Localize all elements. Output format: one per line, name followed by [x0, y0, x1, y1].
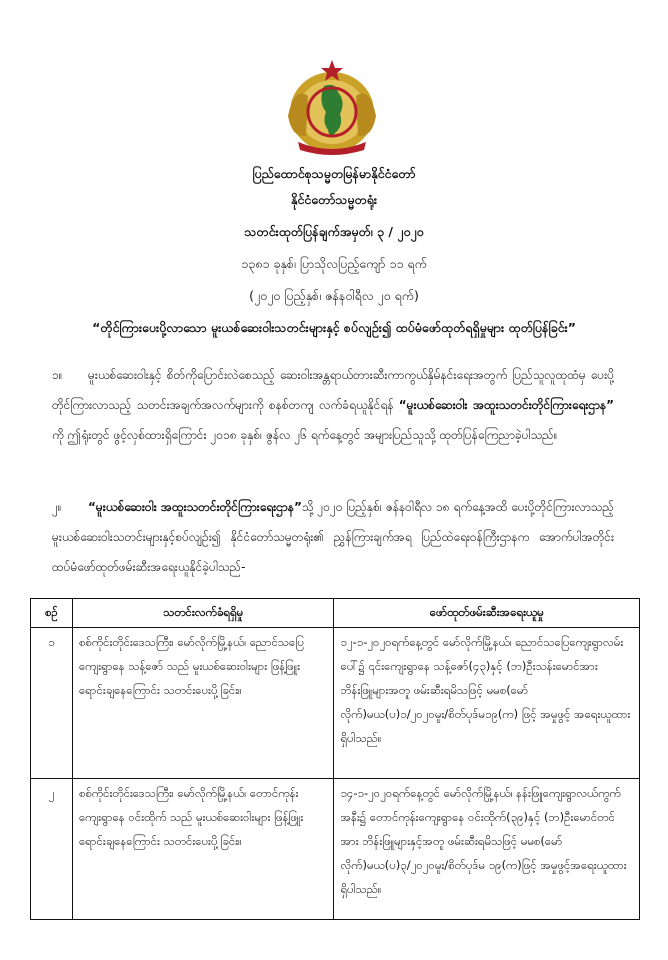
state-seal-emblem-icon — [284, 56, 380, 156]
paragraph-1-text-a: မူးယစ်ဆေးဝါးနှင့် စိတ်ကိုပြောင်းလဲစေသည့် ဆေးဝါးအန္တရာယ်တားဆီးကာကွယ်နှိမ်နင်းရေးအတွက် ပြည်သူလူထုထံမှ ပေးပို့တိုင်ကြားလာသည့် သတင်းအချက်အလက်များကို စနစ်တကျ လက်ခံရယူနိုင်ရန် — [52, 368, 614, 412]
row-action: ၁၂-၁-၂၀၂၀ရက်နေ့တွင် မော်လိုက်မြို့နယ်၊ ညောင်သပြေကျေးရွာလမ်းပေါ်၌ ၎င်းကျေးရွာနေ သန့်ဇော်(၄၃)နှင့် (ဘ)ဦးသန်းမောင်အား ဘိန်းဖြူများအတူ ဖမ်းဆီးရမိသဖြင့် မမစ(မော်လိုက်)မယ(ပ)၁/၂၀၂၀မူး/စိတ်ပုဒ်မ၁၉(က) ဖြင့် အမှုဖွင့် အရေးယူထားရှိပါသည်။ — [334, 628, 640, 779]
paragraph-1-text-b: ကို ဤရုံးတွင် ဖွင့်လှစ်ထားရှိကြောင်း ၂၀၁၈ ခုနှစ်၊ ဇွန်လ ၂၆ ရက်နေ့တွင် အများပြည်သူသို့ ထုတ်ပြန်ကြေညာခဲ့ပါသည်။ — [52, 428, 558, 442]
release-number: သတင်းထုတ်ပြန်ချက်အမှတ်၊ ၃ / ၂၀၂၀ — [244, 224, 424, 239]
row-info: စစ်ကိုင်းတိုင်းဒေသကြီး၊ မော်လိုက်မြို့နယ်၊ တောင်ကုန်းကျေးရွာနေ ဝင်းထိုက် သည် မူးယစ်ဆေးဝါးများ ဖြန့်ဖြူးရောင်းချနေကြောင်း သတင်းပေးပို့ခြင်း။ — [72, 779, 334, 920]
row-action: ၁၄-၁-၂၀၂၀ရက်နေ့တွင် မော်လိုက်မြို့နယ်၊ နန်းဖြူကျေးရွာလယ်ကွက်အနီး၌ တောင်ကုန်းကျေးရွာနေ ဝင်းထိုက်(၃၉)နှင့် (ဘ)ဦးမောင်တင်အား ဘိန်းဖြူများနှင့်အတူ ဖမ်းဆီးရမိသဖြင့် မမစ(မော်လိုက်)မယ(ပ)၃/၂၀၂၀မူး/စိတ်ပုဒ်မ ၁၉(က)ဖြင့် အမှုဖွင့်အရေးယူထားရှိပါသည်။ — [334, 779, 640, 920]
row-serial: ၁ — [31, 628, 73, 779]
paragraph-2-number: ၂။ — [52, 500, 62, 514]
office-name: နိုင်ငံတော်သမ္မတရုံး — [290, 192, 378, 207]
paragraph-1-number: ၁။ — [52, 368, 63, 382]
gregorian-date: (၂၀၂၀ ပြည့်နှစ်၊ ဇန်နဝါရီလ ၂၀ ရက်) — [249, 288, 419, 303]
cases-table — [30, 598, 640, 920]
row-info: စစ်ကိုင်းတိုင်းဒေသကြီး၊ မော်လိုက်မြို့နယ်၊ ညောင်သပြေကျေးရွာနေ သန့်ဇော် သည် မူးယစ်ဆေးဝါးများ ဖြန့်ဖြူးရောင်းချနေကြောင်း သတင်းပေးပို့ခြင်း။ — [72, 628, 334, 779]
row-serial: ၂ — [31, 779, 73, 920]
table-header-row — [31, 599, 640, 628]
myanmar-date: ၁၃၈၁ ခုနှစ်၊ ပြာသိုလပြည့်ကျော် ၁၁ ရက် — [241, 256, 427, 271]
paragraph-2-bold: “မူးယစ်ဆေးဝါး အထူးသတင်းတိုင်ကြားရေးဌာန” — [88, 500, 302, 514]
paragraph-2-text: သို့ ၂၀၂၀ ပြည့်နှစ်၊ ဇန်နဝါရီလ ၁၈ ရက်နေ့အထိ ပေးပို့တိုင်ကြားလာသည့် မူးယစ်ဆေးဝါးသတင်းများနှင့်စပ်လျဉ်း၍ နိုင်ငံတော်သမ္မတရုံး၏ ညွှန်ကြားချက်အရ ပြည်ထဲရေးဝန်ကြီးဌာနက အောက်ပါအတိုင်း ထပ်မံဖော်ထုတ်ဖမ်းဆီးအရေးယူနိုင်ခဲ့ပါသည်- — [52, 500, 614, 574]
release-title: “တိုင်ကြားပေးပို့လာသော မူးယစ်ဆေးဝါးသတင်းများနှင့် စပ်လျဉ်း၍ ထပ်မံဖော်ထုတ်ရရှိမှုများ ထုတ်ပြန်ခြင်း” — [92, 320, 576, 335]
paragraph-2 — [52, 492, 614, 582]
table-row — [31, 779, 640, 920]
paragraph-1 — [52, 360, 614, 450]
paragraph-1-bold: “မူးယစ်ဆေးဝါး အထူးသတင်းတိုင်ကြားရေးဌာန” — [398, 398, 614, 412]
table-row — [31, 628, 640, 779]
country-name: ပြည်ထောင်စုသမ္မတမြန်မာနိုင်ငံတော် — [252, 166, 416, 181]
header-action-taken: ဖော်ထုတ်ဖမ်းဆီးအရေးယူမှု — [334, 599, 640, 628]
header-info-received: သတင်းလက်ခံရရှိမှု — [72, 599, 334, 628]
header-serial: စဉ် — [31, 599, 73, 628]
